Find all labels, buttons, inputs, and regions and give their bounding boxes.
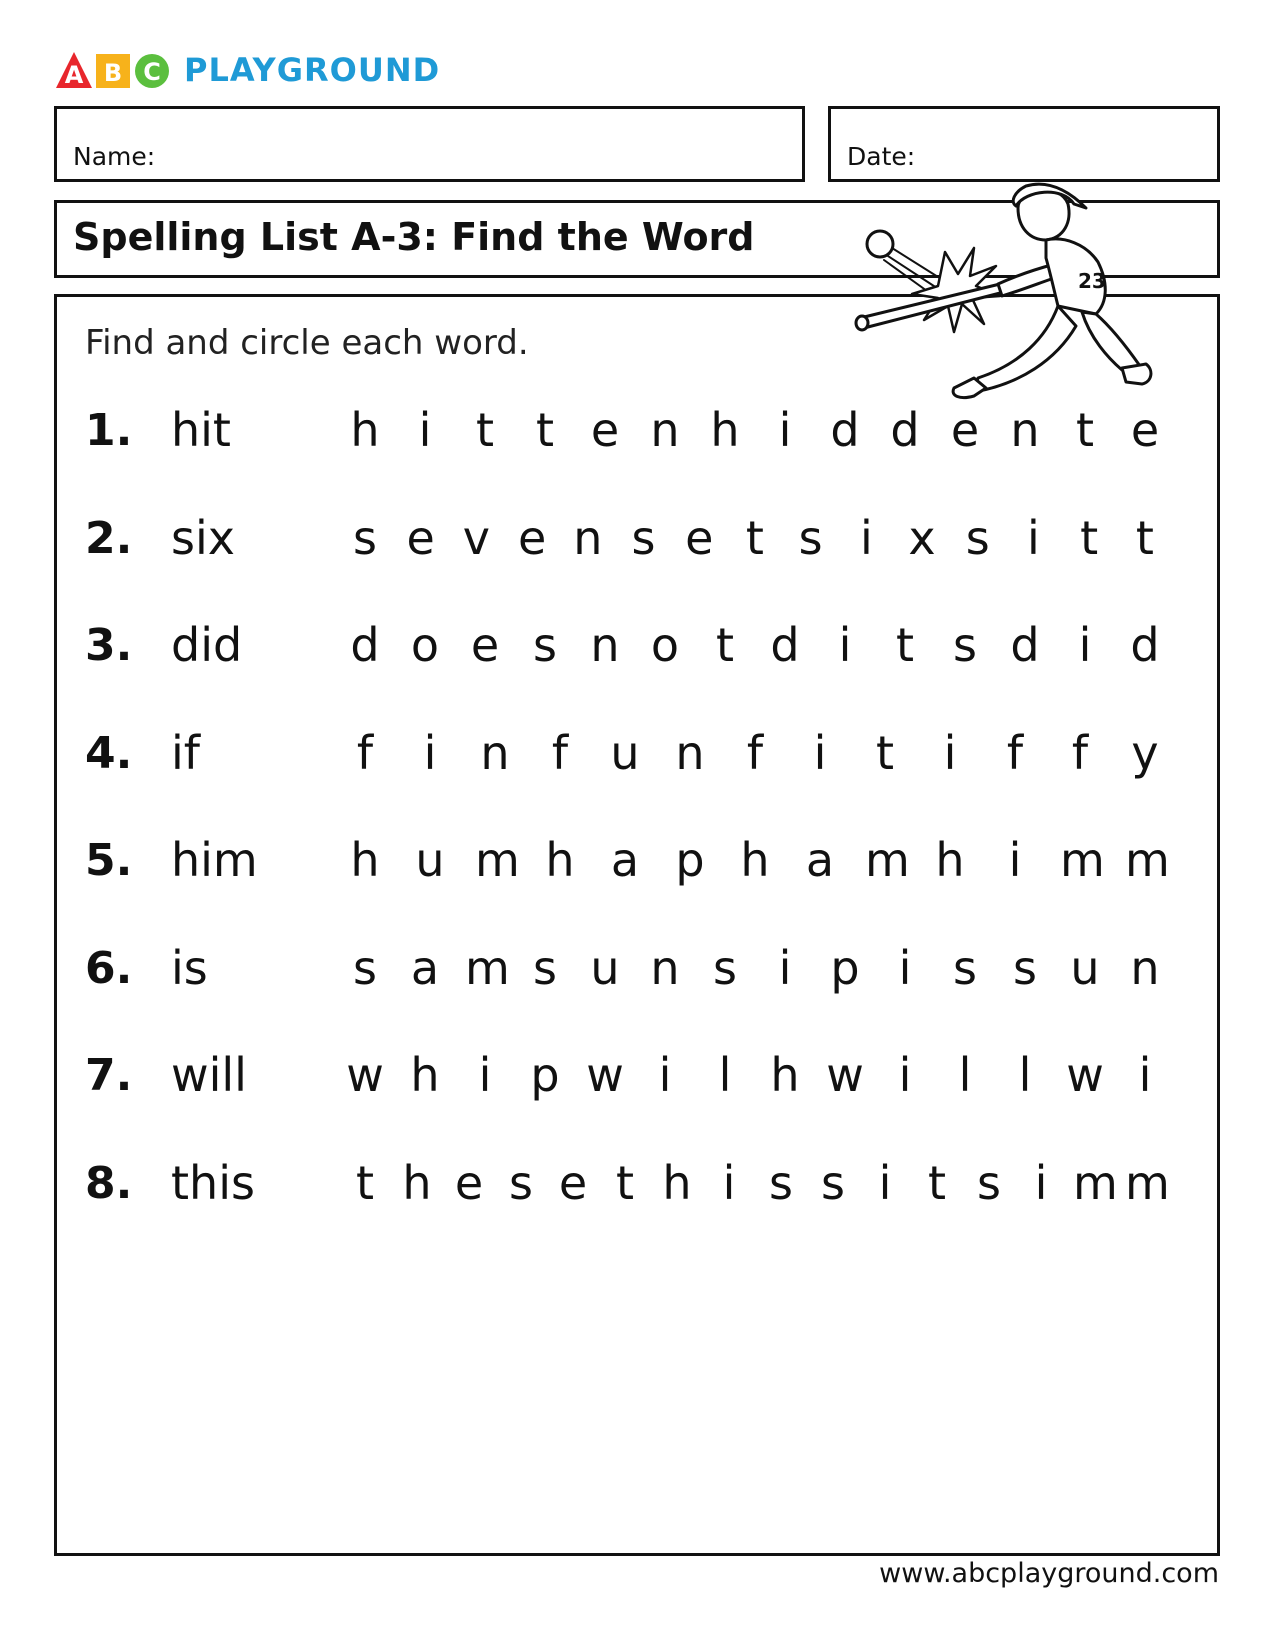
word-row bbox=[57, 724, 1217, 784]
letter[interactable]: i bbox=[778, 940, 792, 995]
svg-text:23: 23 bbox=[1078, 269, 1106, 293]
letter[interactable]: d bbox=[770, 618, 800, 672]
letter[interactable]: h bbox=[662, 1155, 692, 1210]
letter[interactable]: s bbox=[953, 940, 977, 995]
letter[interactable]: d bbox=[1010, 618, 1040, 672]
letter[interactable]: l bbox=[718, 1048, 732, 1102]
letter[interactable]: o bbox=[410, 618, 440, 672]
letter[interactable]: s bbox=[965, 510, 990, 565]
target-word: six bbox=[171, 510, 235, 565]
letter[interactable]: m bbox=[1125, 1155, 1170, 1210]
letter[interactable]: h bbox=[350, 833, 380, 887]
letter[interactable]: t bbox=[895, 618, 915, 672]
letter-sequence bbox=[345, 833, 1170, 887]
letter[interactable]: h bbox=[935, 833, 965, 887]
letter[interactable]: h bbox=[350, 403, 380, 457]
letter[interactable]: p bbox=[830, 940, 860, 995]
word-row bbox=[57, 401, 1217, 461]
target-word: will bbox=[171, 1048, 247, 1102]
letter[interactable]: n bbox=[480, 725, 510, 780]
letter[interactable]: h bbox=[740, 833, 770, 887]
letter[interactable]: t bbox=[1075, 403, 1095, 457]
row-number: 3. bbox=[85, 620, 133, 671]
letter[interactable]: h bbox=[410, 1048, 440, 1102]
letter[interactable]: i bbox=[813, 725, 827, 780]
letter[interactable]: s bbox=[533, 618, 557, 672]
letter[interactable]: m bbox=[1060, 833, 1105, 887]
letter[interactable]: t bbox=[535, 403, 555, 457]
letter[interactable]: o bbox=[650, 618, 680, 672]
target-word: did bbox=[171, 618, 243, 672]
exercise-area bbox=[54, 294, 1220, 1556]
letter[interactable]: s bbox=[353, 940, 377, 995]
letter[interactable]: s bbox=[798, 510, 823, 565]
row-number: 1. bbox=[85, 405, 133, 456]
letter[interactable]: i bbox=[1008, 833, 1022, 887]
letter[interactable]: t bbox=[355, 1155, 375, 1210]
letter[interactable]: w bbox=[1066, 1048, 1104, 1102]
word-row bbox=[57, 939, 1217, 999]
letter[interactable]: i bbox=[778, 403, 792, 457]
row-number: 4. bbox=[85, 727, 133, 779]
letter[interactable]: l bbox=[958, 1048, 972, 1102]
letter[interactable]: e bbox=[454, 1155, 484, 1210]
letter[interactable]: i bbox=[859, 510, 873, 565]
letter[interactable]: f bbox=[746, 725, 764, 780]
letter[interactable]: h bbox=[710, 403, 740, 457]
letter[interactable]: i bbox=[943, 725, 957, 780]
letter-sequence bbox=[345, 403, 1165, 457]
target-word: is bbox=[171, 940, 208, 995]
letter[interactable]: m bbox=[865, 833, 910, 887]
letter[interactable]: t bbox=[715, 618, 735, 672]
word-row bbox=[57, 831, 1217, 891]
letter[interactable]: i bbox=[1138, 1048, 1152, 1102]
letter[interactable]: m bbox=[465, 940, 510, 995]
letter[interactable]: t bbox=[1080, 510, 1099, 565]
logo-letter-b: B bbox=[103, 59, 123, 87]
letter[interactable]: t bbox=[927, 1155, 947, 1210]
target-word: hit bbox=[171, 403, 231, 457]
letter[interactable]: x bbox=[908, 510, 936, 565]
letter[interactable]: s bbox=[631, 510, 656, 565]
letter[interactable]: d bbox=[350, 618, 380, 672]
letter[interactable]: i bbox=[423, 725, 437, 780]
letter[interactable]: u bbox=[415, 833, 445, 887]
letter[interactable]: w bbox=[346, 1048, 384, 1102]
letter-sequence bbox=[345, 726, 1165, 780]
logo-letter-a: A bbox=[64, 61, 84, 89]
letter[interactable]: f bbox=[356, 725, 374, 780]
letter[interactable]: d bbox=[1130, 618, 1160, 672]
date-field[interactable] bbox=[828, 106, 1220, 182]
letter[interactable]: h bbox=[545, 833, 575, 887]
letter[interactable]: a bbox=[610, 833, 640, 887]
letter[interactable]: u bbox=[590, 940, 620, 995]
letter-sequence bbox=[345, 618, 1165, 672]
target-word: this bbox=[171, 1155, 255, 1210]
letter[interactable]: e bbox=[558, 1155, 588, 1210]
word-row bbox=[57, 616, 1217, 676]
letter[interactable]: e bbox=[1130, 403, 1160, 457]
letter[interactable]: d bbox=[830, 403, 860, 457]
letter[interactable]: n bbox=[590, 618, 620, 672]
letter[interactable]: s bbox=[353, 510, 377, 565]
row-number: 6. bbox=[85, 942, 133, 994]
abc-letters-icon bbox=[54, 50, 178, 90]
worksheet-title: Spelling List A-3: Find the Word bbox=[73, 215, 755, 259]
letter[interactable]: s bbox=[713, 940, 737, 995]
row-number: 2. bbox=[85, 512, 133, 564]
letter[interactable]: n bbox=[650, 403, 680, 457]
letter[interactable]: a bbox=[410, 940, 440, 995]
letter[interactable]: h bbox=[770, 1048, 800, 1102]
word-row bbox=[57, 1154, 1217, 1214]
date-label: Date: bbox=[847, 142, 916, 171]
letter[interactable]: s bbox=[1013, 940, 1037, 995]
letter[interactable]: n bbox=[650, 940, 680, 995]
letter[interactable]: s bbox=[953, 618, 977, 672]
target-word: if bbox=[171, 725, 200, 780]
letter[interactable]: n bbox=[573, 510, 603, 565]
letter[interactable]: i bbox=[1034, 1155, 1048, 1210]
letter[interactable]: t bbox=[745, 510, 764, 565]
letter[interactable]: e bbox=[950, 403, 980, 457]
letter[interactable]: f bbox=[1006, 725, 1024, 780]
footer-url[interactable]: www.abcplayground.com bbox=[879, 1558, 1219, 1589]
letter-sequence bbox=[345, 941, 1165, 995]
row-number: 7. bbox=[85, 1050, 133, 1101]
letter[interactable]: t bbox=[475, 403, 495, 457]
letter[interactable]: s bbox=[509, 1155, 533, 1210]
letter[interactable]: i bbox=[478, 1048, 492, 1102]
letter[interactable]: n bbox=[1130, 940, 1160, 995]
letter[interactable]: s bbox=[533, 940, 557, 995]
row-number: 8. bbox=[85, 1157, 133, 1209]
letter[interactable]: w bbox=[826, 1048, 864, 1102]
letter[interactable]: l bbox=[1018, 1048, 1032, 1102]
letter[interactable]: y bbox=[1131, 725, 1159, 780]
letter[interactable]: n bbox=[1010, 403, 1040, 457]
baseball-batter-icon bbox=[850, 178, 1160, 410]
instructions: Find and circle each word. bbox=[85, 323, 529, 363]
letter[interactable]: h bbox=[402, 1155, 432, 1210]
row-number: 5. bbox=[85, 835, 133, 886]
letter[interactable]: f bbox=[551, 725, 569, 780]
letter[interactable]: i bbox=[898, 940, 912, 995]
letter[interactable]: s bbox=[769, 1155, 793, 1210]
letter[interactable]: p bbox=[675, 833, 705, 887]
word-row bbox=[57, 1046, 1217, 1106]
brand-logo bbox=[54, 50, 440, 90]
letter[interactable]: u bbox=[610, 725, 640, 780]
letter[interactable]: s bbox=[977, 1155, 1001, 1210]
letter[interactable]: m bbox=[475, 833, 520, 887]
letter-sequence bbox=[345, 1048, 1165, 1102]
target-word: him bbox=[171, 833, 258, 887]
letter[interactable]: i bbox=[658, 1048, 672, 1102]
letter[interactable]: e bbox=[406, 510, 435, 565]
letter[interactable]: t bbox=[1135, 510, 1154, 565]
letter[interactable]: s bbox=[821, 1155, 845, 1210]
letter[interactable]: i bbox=[1078, 618, 1092, 672]
letter[interactable]: t bbox=[875, 725, 895, 780]
letter[interactable]: i bbox=[1027, 510, 1040, 565]
letter[interactable]: v bbox=[462, 510, 491, 565]
letter[interactable]: w bbox=[586, 1048, 624, 1102]
letter[interactable]: d bbox=[890, 403, 920, 457]
word-row bbox=[57, 509, 1217, 569]
letter[interactable]: e bbox=[685, 510, 714, 565]
letter[interactable]: i bbox=[418, 403, 432, 457]
letter[interactable]: t bbox=[615, 1155, 635, 1210]
letter[interactable]: p bbox=[530, 1048, 560, 1102]
letter[interactable]: e bbox=[470, 618, 500, 672]
name-field[interactable] bbox=[54, 106, 805, 182]
letter[interactable]: m bbox=[1073, 1155, 1118, 1210]
letter[interactable]: m bbox=[1125, 833, 1170, 887]
letter[interactable]: i bbox=[722, 1155, 736, 1210]
letter[interactable]: a bbox=[805, 833, 835, 887]
letter[interactable]: i bbox=[838, 618, 852, 672]
letter[interactable]: u bbox=[1070, 940, 1100, 995]
letter[interactable]: f bbox=[1071, 725, 1089, 780]
letter[interactable]: n bbox=[675, 725, 705, 780]
letter[interactable]: i bbox=[878, 1155, 892, 1210]
name-label: Name: bbox=[73, 142, 156, 171]
logo-text: PLAYGROUND bbox=[184, 51, 441, 89]
letter[interactable]: i bbox=[898, 1048, 912, 1102]
letter[interactable]: e bbox=[590, 403, 620, 457]
letter-sequence bbox=[345, 511, 1165, 565]
logo-letter-c: C bbox=[143, 58, 161, 86]
letter[interactable]: e bbox=[517, 510, 547, 565]
letter-sequence bbox=[345, 1155, 1170, 1210]
